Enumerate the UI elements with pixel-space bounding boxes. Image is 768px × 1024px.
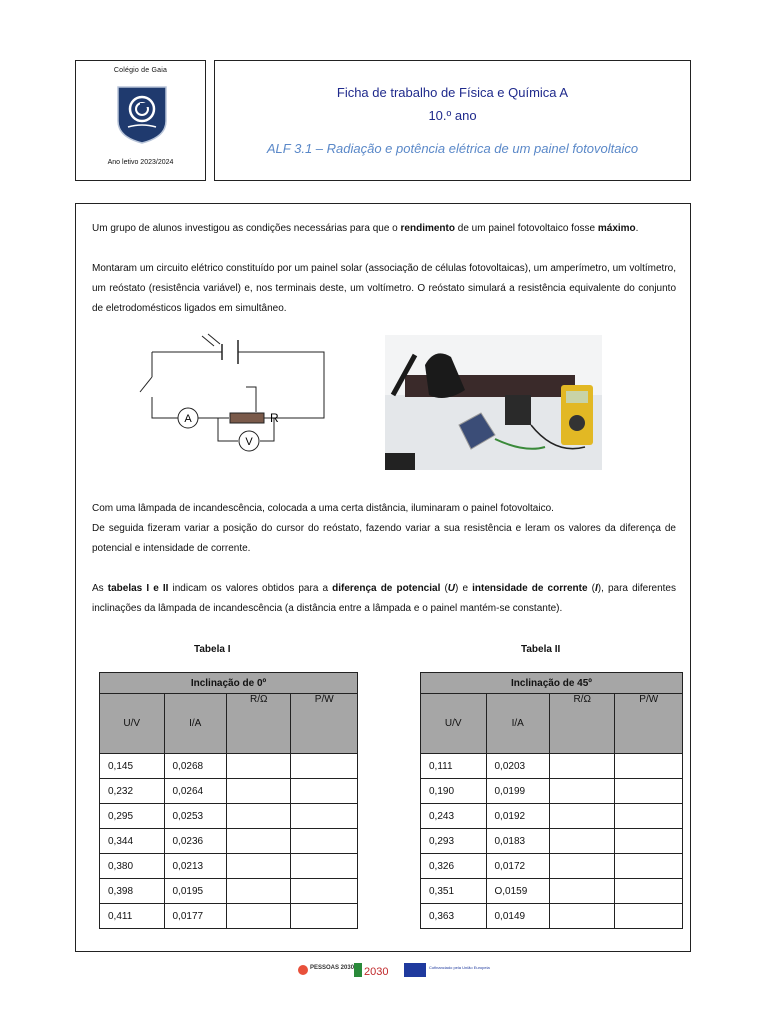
table-row xyxy=(421,904,683,929)
experiment-photo xyxy=(385,335,602,470)
portugal-flag-icon xyxy=(354,963,362,977)
table-cell[interactable] xyxy=(615,829,683,854)
table-cell: 0,0236 xyxy=(164,829,226,854)
table-cell: 0,0264 xyxy=(164,779,226,804)
table2-col-header: I/A xyxy=(486,694,549,754)
table-cell[interactable] xyxy=(549,904,615,929)
table-cell: 0,0268 xyxy=(164,754,226,779)
table1-col-header: U/V xyxy=(100,694,165,754)
content-box xyxy=(75,203,691,952)
table-cell: O,0159 xyxy=(486,879,549,904)
activity-subtitle: ALF 3.1 – Radiação e potência elétrica de um painel fotovoltaico xyxy=(266,141,639,156)
table1-caption: Tabela I xyxy=(194,644,231,655)
table1-col-header: I/A xyxy=(164,694,226,754)
table-cell[interactable] xyxy=(291,804,358,829)
table-cell: 0,0195 xyxy=(164,879,226,904)
table-cell[interactable] xyxy=(549,854,615,879)
table-cell: 0,0149 xyxy=(486,904,549,929)
table-row xyxy=(100,829,358,854)
table-cell[interactable] xyxy=(615,754,683,779)
table-cell[interactable] xyxy=(549,879,615,904)
table-cell[interactable] xyxy=(615,879,683,904)
pessoas-logo-text: PESSOAS 2030 xyxy=(310,965,355,971)
table-cell[interactable] xyxy=(549,804,615,829)
table-cell[interactable] xyxy=(615,854,683,879)
table-cell: 0,145 xyxy=(100,754,165,779)
table2-col-header: R/Ω xyxy=(549,694,615,754)
table-row xyxy=(100,854,358,879)
table-cell[interactable] xyxy=(291,879,358,904)
portugal2030-logo-text: 2030 xyxy=(364,966,389,978)
table-cell: 0,351 xyxy=(421,879,487,904)
table-row xyxy=(421,829,683,854)
table-cell: 0,0172 xyxy=(486,854,549,879)
table2-col-header: P/W xyxy=(615,694,683,754)
table-row xyxy=(421,804,683,829)
table-cell: 0,0253 xyxy=(164,804,226,829)
paragraph-intro: Um grupo de alunos investigou as condições necessárias para que o rendimento de um painel fotovoltaico fosse máximo. xyxy=(92,223,639,234)
table-cell[interactable] xyxy=(226,804,291,829)
table2-col-header: U/V xyxy=(421,694,487,754)
table-cell[interactable] xyxy=(291,754,358,779)
table-cell: 0,398 xyxy=(100,879,165,904)
table-cell: 0,0177 xyxy=(164,904,226,929)
circuit-diagram xyxy=(134,332,329,450)
table-cell: 0,411 xyxy=(100,904,165,929)
table2-caption: Tabela II xyxy=(521,644,561,655)
table-cell: 0,232 xyxy=(100,779,165,804)
school-crest-icon xyxy=(116,85,168,145)
table-row xyxy=(421,879,683,904)
table-cell: 0,0183 xyxy=(486,829,549,854)
table-cell[interactable] xyxy=(291,779,358,804)
paragraph-procedure: De seguida fizeram variar a posição do cursor do reóstato, fazendo variar a sua resistência e leram os valores da diferença de potencial e intensidade de corrente. xyxy=(92,523,676,554)
table-row xyxy=(421,779,683,804)
table-cell[interactable] xyxy=(549,779,615,804)
table-row xyxy=(100,879,358,904)
table-cell[interactable] xyxy=(549,829,615,854)
table-cell[interactable] xyxy=(291,829,358,854)
paragraph-lamp: Com uma lâmpada de incandescência, colocada a uma certa distância, iluminaram o painel fotovoltaico. xyxy=(92,503,554,514)
table-cell: 0,111 xyxy=(421,754,487,779)
eu-flag-icon xyxy=(404,963,426,977)
table-cell[interactable] xyxy=(226,754,291,779)
table-cell: 0,0192 xyxy=(486,804,549,829)
table-row xyxy=(421,754,683,779)
table1-col-header: R/Ω xyxy=(226,694,291,754)
table-cell: 0,326 xyxy=(421,854,487,879)
table-cell: 0,293 xyxy=(421,829,487,854)
table-cell[interactable] xyxy=(226,854,291,879)
school-name: Colégio de Gaia xyxy=(113,67,168,74)
table-row xyxy=(421,854,683,879)
voltmeter-label: V xyxy=(245,436,253,448)
school-year: Ano letivo 2023/2024 xyxy=(107,159,174,166)
ammeter-label: A xyxy=(184,413,192,425)
pessoas-logo-icon xyxy=(298,965,308,975)
grade-label: 10.º ano xyxy=(428,108,477,123)
paragraph-setup: Montaram um circuito elétrico constituído por um painel solar (associação de células fotovoltaicas), um amperímetro, um voltímetro, um reóstato (resistência variável) e, nos terminais deste, um voltímetro. O reóstato simulará a resistência equivalente do conjunto de eletrodomésticos ligados em simultâneo. xyxy=(92,263,676,314)
table-cell: 0,0199 xyxy=(486,779,549,804)
table-cell[interactable] xyxy=(615,904,683,929)
table-cell[interactable] xyxy=(226,829,291,854)
table2 xyxy=(420,672,683,929)
school-logo-box xyxy=(75,60,206,181)
title-box xyxy=(214,60,691,181)
table-cell[interactable] xyxy=(226,779,291,804)
table-cell[interactable] xyxy=(291,904,358,929)
table-cell: 0,363 xyxy=(421,904,487,929)
table-row xyxy=(100,804,358,829)
table-cell[interactable] xyxy=(291,854,358,879)
table-row xyxy=(100,754,358,779)
table-cell: 0,344 xyxy=(100,829,165,854)
funding-logos xyxy=(296,960,490,982)
table-cell: 0,0213 xyxy=(164,854,226,879)
table-cell[interactable] xyxy=(226,879,291,904)
eu-logo-text: Cofinanciado pela União Europeia xyxy=(429,965,490,970)
table-cell[interactable] xyxy=(615,804,683,829)
table-cell[interactable] xyxy=(615,779,683,804)
table2-title: Inclinação de 45º xyxy=(421,673,683,694)
table1 xyxy=(99,672,358,929)
table-cell: 0,380 xyxy=(100,854,165,879)
table-cell: 0,243 xyxy=(421,804,487,829)
table1-title: Inclinação de 0º xyxy=(100,673,358,694)
table-cell[interactable] xyxy=(549,754,615,779)
table-cell: 0,190 xyxy=(421,779,487,804)
table1-col-header: P/W xyxy=(291,694,358,754)
table-cell: 0,295 xyxy=(100,804,165,829)
paragraph-tables: As tabelas I e II indicam os valores obtidos para a diferença de potencial (U) e intensidade de corrente (I), para diferentes inclinações da lâmpada de incandescência (a distância entre a lâmpada e o painel mantém-se constante). xyxy=(92,583,676,614)
worksheet-title: Ficha de trabalho de Física e Química A xyxy=(336,85,569,100)
resistor-label: R xyxy=(270,411,279,425)
table-cell[interactable] xyxy=(226,904,291,929)
table-row xyxy=(100,779,358,804)
table-cell: 0,0203 xyxy=(486,754,549,779)
table-row xyxy=(100,904,358,929)
